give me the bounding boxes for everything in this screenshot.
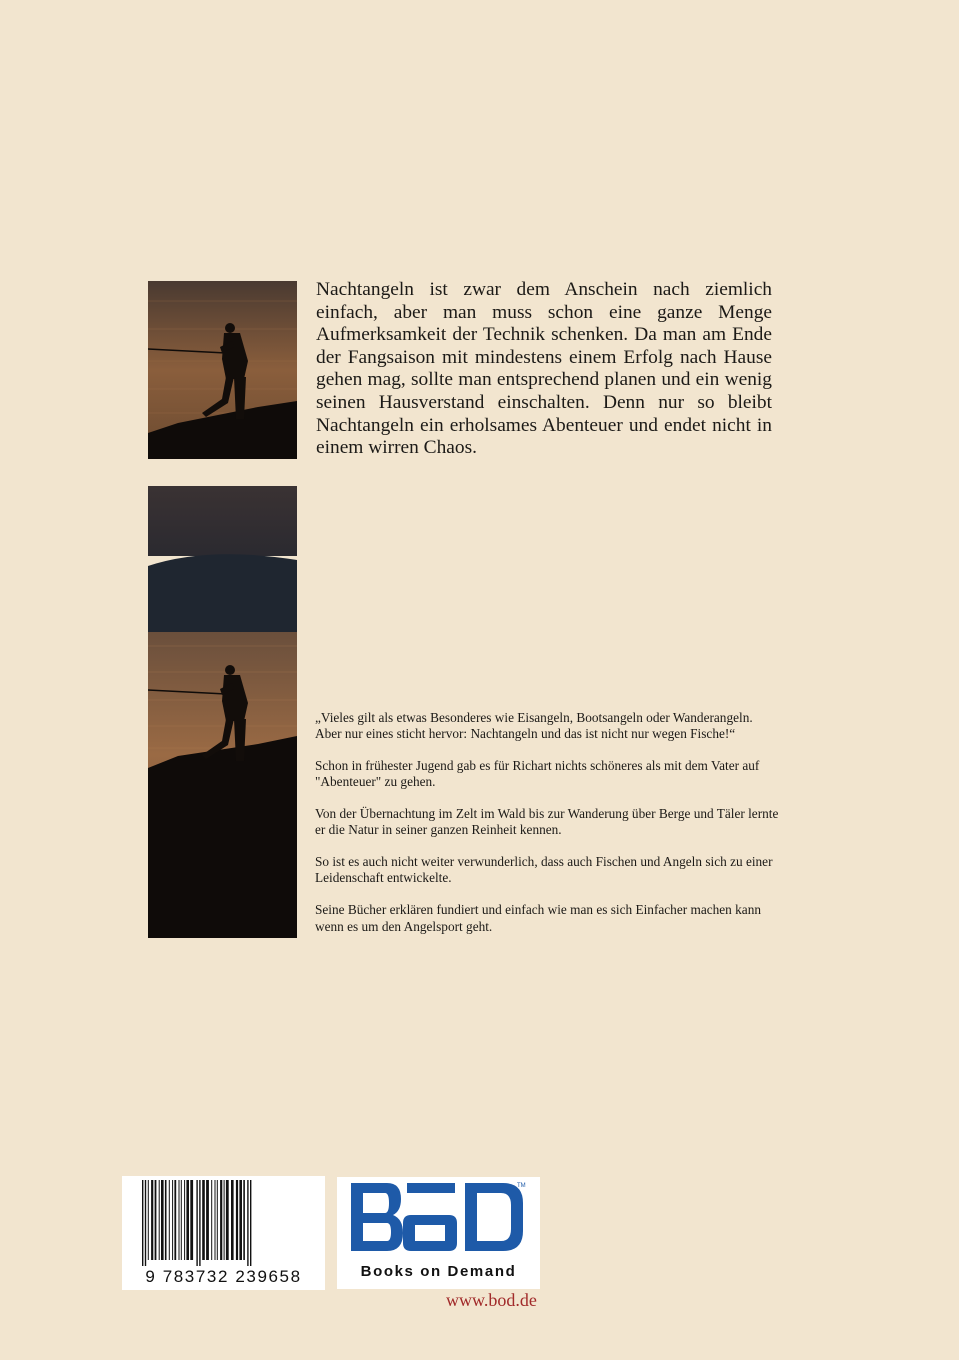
barcode-bar [184,1180,185,1260]
angler-photo-bottom [148,486,297,938]
barcode-bar [247,1180,248,1266]
barcode-bar [190,1180,193,1260]
barcode-bar [161,1180,164,1260]
angler-landscape-image [148,486,297,938]
barcode-bar [236,1180,238,1260]
barcode-bar [145,1180,146,1266]
publisher-url[interactable]: www.bod.de [446,1290,537,1310]
barcode-bar [169,1180,170,1260]
angler-silhouette-image [148,281,297,459]
barcode-bar [159,1180,160,1260]
barcode-bar [196,1180,197,1266]
barcode-bar [186,1180,189,1260]
barcode-bar [199,1180,200,1266]
blurb-paragraph: Nachtangeln ist zwar dem Anschein nach ziemlich einfach, aber man muss schon eine ganze Menge Aufmerksamkeit der Technik schenken. Da man am Ende der Fangsaison mit mindestens einem Erfolg nach Hause gehen mag, sollte man entsprechend planen und ein wenig seinen Hausverstand einschalten. Denn nur so bleibt Nachtangeln ein erholsames Abenteuer und endet nicht in einem wirren Chaos. [316,279,772,459]
barcode-bar [165,1180,167,1260]
barcode-bar [142,1180,143,1266]
publisher-tagline: Books on Demand [360,1263,517,1280]
barcode-bar [224,1180,225,1260]
quote-paragraph: „Vieles gilt als etwas Besonderes wie Eisangeln, Bootsangeln oder Wanderangeln. Aber nur eines sticht hervor: Nachtangeln und das ist nicht nur wegen Fische!“ [315,710,753,742]
barcode-bar [179,1180,180,1260]
barcode-bar [215,1180,216,1260]
barcode-bar [181,1180,182,1260]
barcode-bar [151,1180,153,1260]
blurb-main-text [316,279,772,460]
barcode-bar [155,1180,157,1260]
isbn-barcode [122,1176,325,1290]
barcode-bar [243,1180,245,1260]
author-paragraph: Von der Übernachtung im Zelt im Wald bis zur Wanderung über Berge und Täler lernte er die Natur in seiner ganzen Reinheit kennen. [315,806,779,838]
trademark-mark: TM [517,1183,526,1189]
barcode-bar [226,1180,229,1260]
barcode-bar [148,1180,149,1260]
author-paragraph: Seine Bücher erklären fundiert und einfach wie man es sich Einfacher machen kann wenn es um den Angelsport geht. [315,902,761,934]
author-description [315,710,779,950]
barcode-bar [202,1180,205,1260]
barcode-bar [250,1180,251,1266]
barcode-bar [231,1180,234,1260]
author-paragraph: Schon in frühester Jugend gab es für Richart nichts schöneres als mit dem Vater auf "Abenteuer" zu gehen. [315,758,760,790]
publisher-logo [337,1177,540,1289]
barcode-bar [174,1180,176,1260]
author-paragraph: So ist es auch nicht weiter verwunderlich, dass auch Fischen und Angeln sich zu einer Leidenschaft entwickelte. [315,854,773,886]
isbn-number: 9 783732 239658 [145,1267,302,1286]
bod-letters-icon [347,1179,527,1259]
barcode-bar [206,1180,209,1260]
angler-photo-top [148,281,297,459]
barcode-bars [122,1176,325,1266]
barcode-bar [211,1180,212,1260]
barcode-bar [172,1180,173,1260]
barcode-bar [220,1180,222,1260]
barcode-bar [239,1180,242,1260]
barcode-bar [217,1180,218,1260]
